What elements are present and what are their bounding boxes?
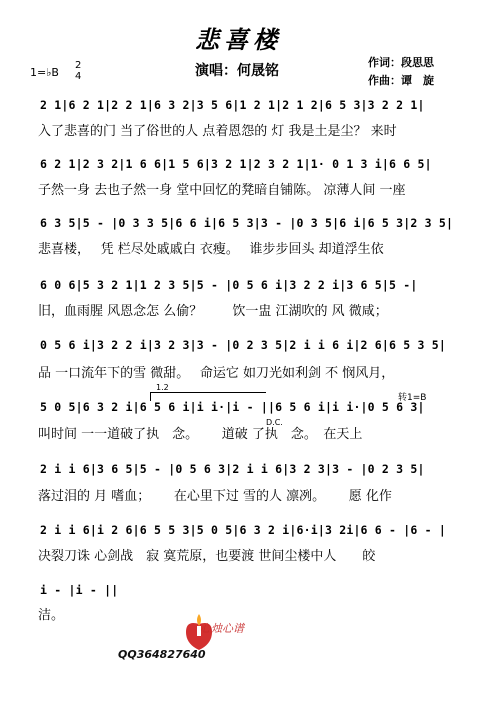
score-row-5-lyrics: 品 一口流年下的雪 微甜。 命运它 如刀光如利剑 不 悯风月， bbox=[38, 366, 395, 381]
ending-label: 1.2 bbox=[156, 383, 169, 392]
score-row-2-lyrics: 子然一身 去也子然一身 堂中回忆的凳暗自铺陈。 凉薄人间 一座 bbox=[38, 183, 406, 198]
lyricist-credit: 作词：段思思 bbox=[368, 56, 434, 69]
score-row-2-notes: 6 2 1|2 3 2|1 6 6|1 5 6|3 2 1|2 3 2 1|1· 0 1 3 i|6 6 5| bbox=[40, 157, 432, 171]
score-row-8-notes: 2 i i 6|i 2 6|6 5 5 3|5 0 5|6 3 2 i|6·i|3 2i|6 6 - |6 - | bbox=[40, 523, 447, 537]
score-row-1-lyrics: 入了悲喜的门 当了俗世的人 点着恩怨的 灯 我是土是尘？ 来时 bbox=[38, 124, 397, 139]
score-row-1-notes: 2 1|6 2 1|2 2 1|6 3 2|3 5 6|1 2 1|2 1 2|6 5 3|3 2 2 1| bbox=[40, 98, 425, 112]
time-signature-top: 2 bbox=[75, 60, 82, 71]
score-row-3-notes: 6 3 5|5 - |0 3 3 5|6 6 i|6 5 3|3 - |0 3 5|6 i|6 5 3|2 3 5| bbox=[40, 216, 454, 230]
time-signature bbox=[75, 60, 81, 82]
score-row-8-lyrics: 决裂刀诛 心剑战 寂 寞荒原，也要渡 世间尘楼中人 皎 bbox=[38, 549, 376, 564]
score-row-3-lyrics: 悲喜楼， 凭 栏尽处戚戚白 衣瘦。 谁步步回头 却道浮生依 bbox=[38, 242, 384, 257]
score-row-7-notes: 2 i i 6|3 6 5|5 - |0 5 6 3|2 i i 6|3 2 3|3 - |0 2 3 5| bbox=[40, 462, 425, 476]
page-title: 悲喜楼 bbox=[195, 25, 282, 54]
score-row-4-notes: 6 0 6|5 3 2 1|1 2 3 5|5 - |0 5 6 i|3 2 2 i|3 6 5|5 -| bbox=[40, 278, 418, 292]
score-row-4-lyrics: 旧，血雨腥 风恩念怎 么偷？ 饮一盅 江湖吹的 风 微咸； bbox=[38, 304, 388, 319]
score-row-6-notes: 5 0 5|6 3 2 i|6 5 6 i|i i·|i - ||6 5 6 i|i i·|0 5 6 3| bbox=[40, 400, 425, 414]
score-row-9-notes: i - |i - || bbox=[40, 583, 119, 597]
score-row-5-notes: 0 5 6 i|3 2 2 i|3 2 3|3 - |0 2 3 5|2 i i 6 i|2 6|6 5 3 5| bbox=[40, 338, 447, 352]
modulation-marker: 转1=B bbox=[398, 393, 427, 403]
singer-credit: 演唱：何晟铭 bbox=[195, 63, 279, 79]
watermark-qq: QQ364827640 bbox=[118, 648, 206, 661]
score-row-9-lyrics: 洁。 bbox=[38, 608, 65, 623]
score-row-7-lyrics: 落过泪的 月 嗜血； 在心里下过 雪的人 凛冽。 愿 化作 bbox=[38, 489, 392, 504]
time-signature-bottom: 4 bbox=[75, 71, 82, 82]
composer-credit: 作曲：谭 旋 bbox=[368, 74, 434, 87]
watermark-logo-text: 心烛心谱 bbox=[200, 622, 244, 635]
key-signature: 1=♭B bbox=[30, 66, 59, 79]
score-row-6-lyrics: 叫时间 一一道破了执 念。 道破 了执 念。 在天上 bbox=[38, 427, 363, 442]
credits bbox=[368, 54, 434, 90]
dc-marker: D.C. bbox=[266, 418, 283, 427]
